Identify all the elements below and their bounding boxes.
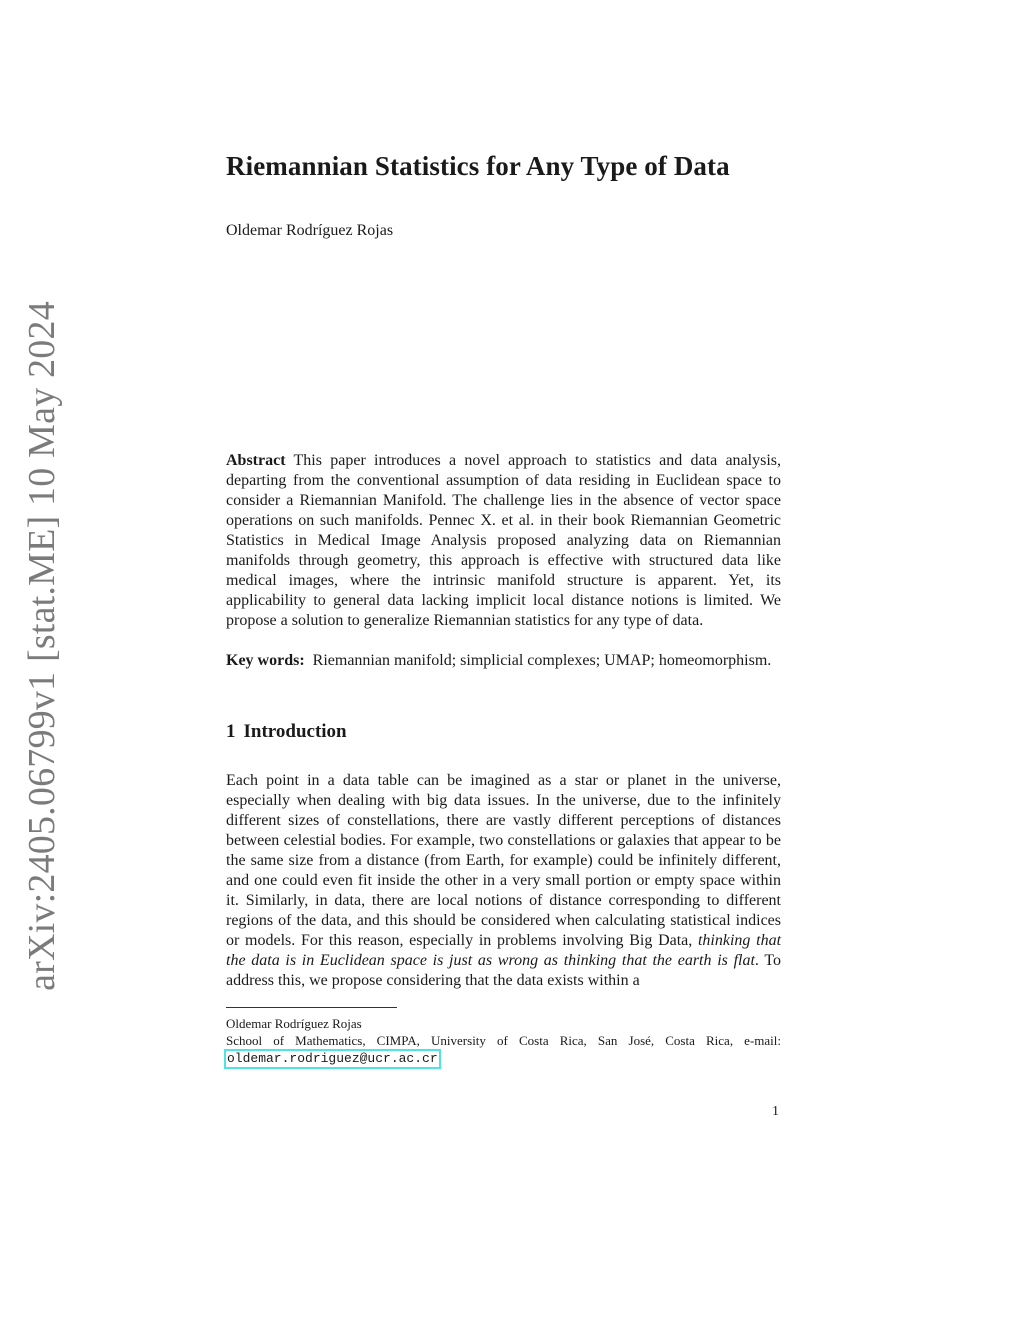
footnote-author: Oldemar Rodríguez Rojas — [226, 1016, 362, 1031]
abstract-label: Abstract — [226, 452, 286, 469]
arxiv-identifier-text: arXiv:2405.06799v1 [stat.ME] 10 May 2024 — [21, 300, 63, 991]
intro-text-part2: . To address this, we propose considering that the data exists within a — [226, 952, 781, 989]
footnote — [226, 1015, 781, 1069]
footnote-affiliation: School of Mathematics, CIMPA, University of Costa Rica, San José, Costa Rica, e-mail: — [226, 1033, 781, 1048]
author-name: Oldemar Rodríguez Rojas — [226, 222, 394, 239]
abstract-text: This paper introduces a novel approach to statistics and data analysis, departing from the conventional assumption of data residing in Euclidean space to consider a Riemannian Manifold. The challenge lies in the absence of vector space operations on such manifolds. Pennec X. et al. in their book Riemannian Geometric Statistics in Medical Image Analysis proposed analyzing data on Riemannian manifolds through geometry, this approach is effective with structured data like medical images, where the intrinsic manifold structure is apparent. Yet, its applicability to general data lacking implicit local distance notions is limited. We propose a solution to generalize Riemannian statistics for any type of data. — [226, 452, 781, 629]
paper-title: Riemannian Statistics for Any Type of Data — [226, 151, 730, 181]
keywords-label: Key words: — [226, 652, 305, 669]
arxiv-side-identifier — [20, 300, 64, 991]
page-number: 1 — [772, 1104, 779, 1119]
email-link[interactable]: oldemar.rodriguez@ucr.ac.cr — [224, 1049, 441, 1069]
abstract-paragraph — [226, 451, 781, 631]
section-number: 1 — [226, 721, 236, 742]
intro-emphasis: thinking that the data is in Euclidean space is just as wrong as thinking that the earth is flat — [226, 932, 782, 969]
section-heading — [226, 721, 347, 743]
section-title: Introduction — [243, 721, 347, 742]
introduction-paragraph — [226, 771, 781, 991]
keywords-text: Riemannian manifold; simplicial complexes; UMAP; homeomorphism. — [312, 652, 772, 669]
footnote-divider — [226, 1007, 397, 1008]
intro-text-part1: Each point in a data table can be imagined as a star or planet in the universe, especially when dealing with big data issues. In the universe, due to the infinitely different sizes of constellations, there are vastly different perceptions of distances between celestial bodies. For example, two constellations or galaxies that appear to be the same size from a distance (from Earth, for example) could be infinitely different, and one could even fit inside the other in a very small portion or empty space within it. Similarly, in data, there are local notions of distance corresponding to different regions of the data, and this should be considered when calculating statistical indices or models. For this reason, especially in problems involving Big Data, — [226, 772, 781, 949]
keywords-line — [226, 651, 791, 671]
